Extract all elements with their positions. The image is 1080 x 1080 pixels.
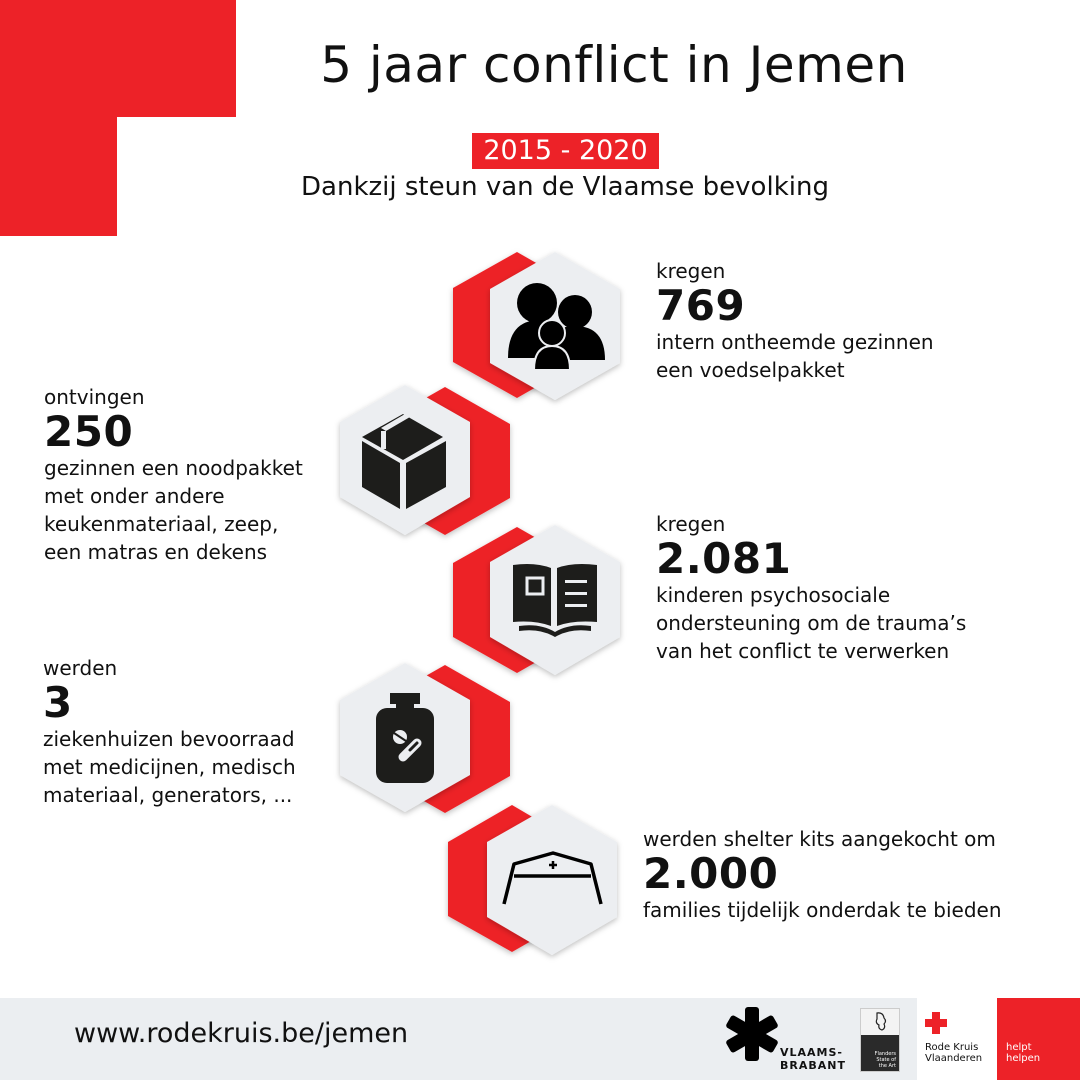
stat-shelter-kits (643, 826, 1002, 924)
hex-package (340, 385, 510, 535)
stat-lead: werden (43, 656, 118, 680)
stat-number: 769 (656, 281, 746, 330)
stat-desc-line: gezinnen een noodpakket (44, 456, 303, 480)
stat-number: 3 (43, 678, 73, 727)
logo-text-line: Vlaanderen (925, 1053, 983, 1064)
page-title: 5 jaar conflict in Jemen (320, 36, 908, 94)
stat-lead: ontvingen (44, 385, 145, 409)
stat-desc-line: met onder andere (44, 484, 225, 508)
stat-desc-line: families tijdelijk onderdak te bieden (643, 898, 1002, 922)
stat-hospitals (43, 655, 296, 809)
logo-text-line: helpt (1006, 1042, 1032, 1053)
stat-number: 2.000 (643, 849, 779, 898)
stat-desc-line: met medicijnen, medisch (43, 755, 296, 779)
stat-desc-line: materiaal, generators, ... (43, 783, 293, 807)
hex-medicine (340, 663, 510, 813)
logo-text-line: VLAAMS- (780, 1046, 843, 1059)
logo-text-line: BRABANT (780, 1059, 846, 1072)
stat-psychosocial (656, 511, 966, 665)
stat-desc-line: kinderen psychosociale (656, 583, 891, 607)
logo-text-line: Flanders (874, 1051, 896, 1057)
stat-emergency-kits (44, 384, 303, 566)
helpt-helpen-logo (997, 998, 1080, 1080)
stat-desc-line: een voedselpakket (656, 358, 845, 382)
vlaams-brabant-logo (780, 1046, 846, 1072)
stat-lead: kregen (656, 512, 726, 536)
page-subtitle: Dankzij steun van de Vlaamse bevolking (301, 172, 829, 202)
footer (0, 998, 1080, 1080)
years-badge: 2015 - 2020 (472, 133, 659, 169)
stat-number: 250 (44, 407, 134, 456)
rode-kruis-logo (917, 998, 997, 1080)
logo-text-line: helpen (1006, 1053, 1041, 1064)
stat-food-parcels (656, 258, 934, 384)
flanders-dark-panel (861, 1035, 899, 1071)
hex-book (453, 525, 620, 675)
hex-family (453, 252, 620, 400)
flanders-logo (860, 1008, 900, 1072)
stat-desc-line: keukenmateriaal, zeep, (44, 512, 279, 536)
logo-text-line: Rode Kruis (925, 1042, 979, 1053)
stat-lead: werden shelter kits aangekocht om (643, 827, 996, 851)
logo-text-line: the Art (878, 1063, 896, 1069)
stat-desc-line: ondersteuning om de trauma’s (656, 611, 967, 635)
logo-text-line: State of (876, 1057, 896, 1063)
red-cross-icon (925, 1012, 947, 1034)
stat-desc-line: ziekenhuizen bevoorraad (43, 727, 295, 751)
stat-desc-line: van het conflict te verwerken (656, 639, 950, 663)
stat-desc-line: intern ontheemde gezinnen (656, 330, 934, 354)
stat-desc-line: een matras en dekens (44, 540, 268, 564)
flanders-lion-icon (861, 1009, 899, 1035)
website-link[interactable]: www.rodekruis.be/jemen (74, 1018, 409, 1049)
hex-shelter (448, 805, 617, 955)
stat-lead: kregen (656, 259, 726, 283)
stat-number: 2.081 (656, 534, 792, 583)
